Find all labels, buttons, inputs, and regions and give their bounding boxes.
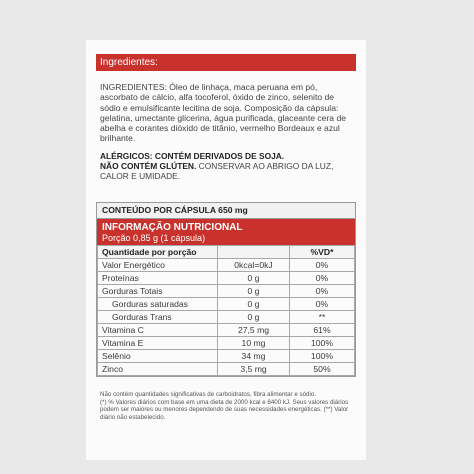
nutrient-daily-value: 0% — [290, 272, 355, 285]
nutrition-table — [97, 245, 355, 376]
nutrient-name: Zinco — [98, 363, 218, 376]
nutrient-amount: 27,5 mg — [218, 324, 290, 337]
allergens-block — [100, 151, 356, 182]
table-row — [98, 311, 355, 324]
table-row — [98, 350, 355, 363]
nutrient-amount: 0 g — [218, 311, 290, 324]
nutrient-name: Gorduras saturadas — [98, 298, 218, 311]
footnotes — [100, 391, 356, 421]
table-row — [98, 259, 355, 272]
nutrient-daily-value: 61% — [290, 324, 355, 337]
ingredients-header-label: Ingredientes: — [100, 57, 158, 68]
nutrition-info-title: INFORMAÇÃO NUTRICIONAL — [102, 222, 243, 233]
ingredients-text: INGREDIENTES: Óleo de linhaça, maca peruana em pó, ascorbato de cálcio, alfa tocoferol, óxido de zinco, selenito de sódio e emulsificante lecitina de soja. Composição da cápsula: gelatina, umectante glicerina, água purificada, glaceante cera de abelha e corantes dióxido de titânio, vermelho Bordeaux e azul brilhante. — [100, 82, 347, 144]
nutrient-daily-value: 100% — [290, 337, 355, 350]
storage-instructions: CONSERVAR AO ABRIGO DA LUZ, CALOR E UMIDADE. — [100, 161, 334, 182]
nutrient-amount: 0 g — [218, 298, 290, 311]
header-nutrient: Quantidade por porção — [98, 246, 218, 259]
nutrient-daily-value: 0% — [290, 298, 355, 311]
allergens-warning: ALÉRGICOS: CONTÉM DERIVADOS DE SOJA. — [100, 151, 285, 161]
footnote-daily-values: (*) % Valores diários com base em uma dieta de 2000 kcal e 8400 kJ. Seus valores diários podem ser maiores ou menores dependendo de suas necessidades energéticas. (**) Valor diário não estabelecido. — [100, 398, 349, 421]
nutrient-daily-value: 0% — [290, 259, 355, 272]
ingredients-header — [96, 54, 356, 71]
nutrient-amount: 0 g — [218, 285, 290, 298]
portion-size: Porção 0,85 g (1 cápsula) — [102, 233, 206, 243]
header-daily-value: %VD* — [290, 246, 355, 259]
table-row — [98, 298, 355, 311]
table-row — [98, 337, 355, 350]
nutrient-name: Proteínas — [98, 272, 218, 285]
nutrient-name: Gorduras Trans — [98, 311, 218, 324]
nutrient-name: Selênio — [98, 350, 218, 363]
table-row — [98, 272, 355, 285]
nutrient-daily-value: 0% — [290, 285, 355, 298]
nutrient-name: Vitamina E — [98, 337, 218, 350]
nutrition-info-header — [97, 219, 355, 245]
nutrient-amount: 10 mg — [218, 337, 290, 350]
gluten-warning: NÃO CONTÉM GLÚTEN. — [100, 161, 197, 172]
nutrient-name: Vitamina C — [98, 324, 218, 337]
nutrition-table-box — [96, 202, 356, 377]
nutrient-amount: 0kcal=0kJ — [218, 259, 290, 272]
table-header-row — [98, 246, 355, 259]
nutrient-amount: 34 mg — [218, 350, 290, 363]
nutrient-name: Gorduras Totais — [98, 285, 218, 298]
nutrient-daily-value: 50% — [290, 363, 355, 376]
nutrient-amount: 3,5 mg — [218, 363, 290, 376]
table-row — [98, 324, 355, 337]
nutrient-name: Valor Energético — [98, 259, 218, 272]
footnote-insignificant: Não contém quantidades significativas de carboidratos, fibra alimentar e sódio. — [100, 391, 316, 398]
header-amount — [218, 246, 290, 259]
capsule-content: CONTEÚDO POR CÁPSULA 650 mg — [97, 203, 355, 219]
nutrient-daily-value: 100% — [290, 350, 355, 363]
nutrient-amount: 0 g — [218, 272, 290, 285]
nutrient-daily-value: ** — [290, 311, 355, 324]
table-row — [98, 363, 355, 376]
table-row — [98, 285, 355, 298]
